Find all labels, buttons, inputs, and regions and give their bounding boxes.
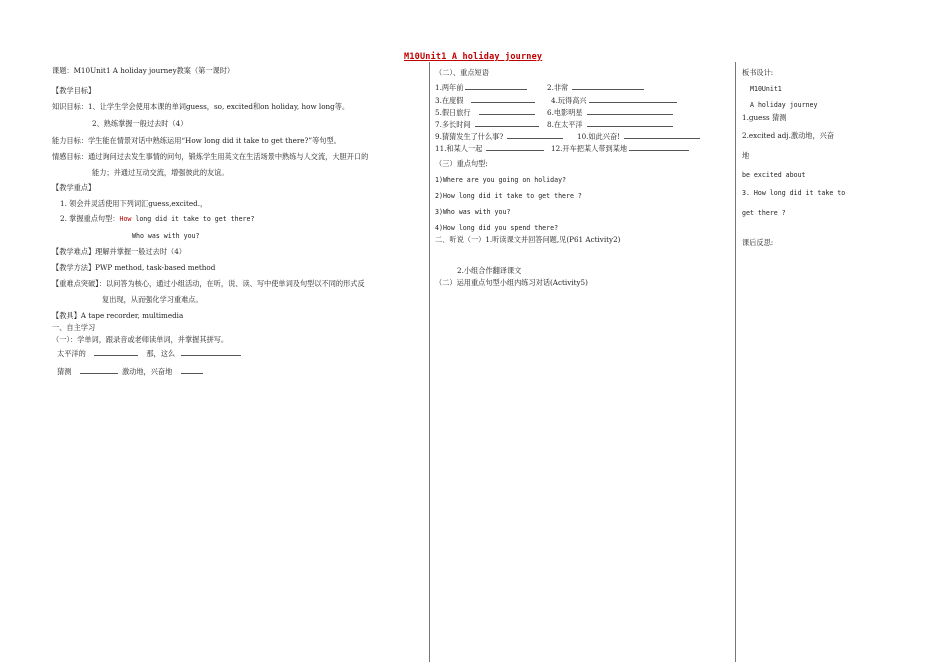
key-heading: 【教学重点】 — [52, 183, 96, 192]
board-item-3: 3. How long did it take to — [742, 189, 846, 197]
key-point-2 — [60, 214, 254, 224]
vocab-guess: 猜测 — [57, 367, 72, 376]
blank — [471, 95, 535, 103]
method: 【教学方法】PWP method, task-based method — [52, 263, 216, 272]
phrase-11: 11.和某人一起 — [435, 143, 544, 154]
blank — [181, 366, 203, 374]
column-divider-right — [735, 62, 736, 662]
board-heading: 板书设计: — [742, 68, 774, 77]
goals-heading: 【教学目标】 — [52, 86, 96, 95]
board-unit: M10Unit1 — [750, 85, 782, 93]
phrase-10: 10.如此兴奋! — [577, 131, 700, 142]
column-divider-left — [429, 62, 430, 662]
document-title: M10Unit1 A holiday journey — [404, 52, 543, 62]
sentence-1: 1)Where are you going on holiday? — [435, 176, 567, 184]
phrase-7: 7.多长时间 — [435, 119, 539, 130]
key-point-2-prefix: 2. 掌握重点句型： — [60, 214, 120, 223]
sentence-4: 4)How long did you spend there? — [435, 224, 559, 232]
key-point-2-highlight: How — [119, 215, 132, 223]
board-item-2: 2.excited adj.激动地，兴奋 — [742, 131, 835, 140]
blank — [94, 348, 138, 356]
key-point-1: 1. 领会并灵活使用下列词汇guess,excited.， — [60, 199, 208, 208]
phrase-6: 6.电影明星 — [547, 107, 673, 118]
phrase-5: 5.假日旅行 — [435, 107, 535, 118]
tools: 【教具】A tape recorder, multimedia — [52, 311, 184, 320]
phrase-8: 8.在太平洋 — [547, 119, 673, 130]
group-translation-task: 2.小组合作翻译课文 — [457, 266, 522, 275]
blank — [587, 107, 673, 115]
phrase-9: 9.猜猜发生了什么事? — [435, 131, 563, 142]
sentence-2: 2)How long did it take to get there ? — [435, 192, 582, 200]
pair-dialogue-task: （二）运用重点句型小组内练习对话(Activity5) — [435, 278, 588, 287]
blank — [181, 348, 241, 356]
vocab-instruction: （一）：学单词，跟录音或老师读单词，并掌握其拼写。 — [52, 335, 229, 344]
blank — [465, 82, 527, 90]
emotion-goal-line-1: 情感目标：通过询问过去发生事情的问句，锻炼学生用英文在生活场景中熟练与人交流，大胆开口的 — [52, 152, 369, 161]
vocab-row-2 — [57, 366, 203, 377]
sentences-heading: （三）重点句型: — [435, 159, 488, 168]
section-self-study: 一、自主学习 — [52, 323, 96, 332]
ability-goal: 能力目标：学生能在情景对话中熟练运用“How long did it take to get there?”等句型。 — [52, 136, 341, 145]
vocab-so: 那，这么 — [146, 349, 176, 358]
phrase-1: 1.两年前 — [435, 82, 527, 93]
blank — [486, 143, 544, 151]
phrase-4: 4.玩得高兴 — [551, 95, 677, 106]
board-topic: A holiday journey — [750, 101, 818, 109]
vocab-excitedly: 激动地，兴奋地 — [121, 367, 173, 376]
sentence-3: 3)Who was with you? — [435, 208, 511, 216]
board-item-2-cont: 地 — [742, 151, 750, 160]
blank — [479, 107, 535, 115]
vocab-pacific: 太平洋的 — [57, 349, 86, 358]
phrase-12: 12.开车把某人带到某地 — [551, 143, 689, 154]
breakthrough-line-2: 复出现，从而强化学习重难点。 — [102, 295, 203, 304]
phrase-2: 2.非常 — [547, 82, 644, 93]
emotion-goal-line-2: 能力；并通过互动交流，增强彼此的友谊。 — [92, 168, 229, 177]
board-item-2-phrase: be excited about — [742, 171, 806, 179]
blank — [589, 95, 677, 103]
key-point-2-rest: long did it take to get there? — [131, 215, 255, 223]
phrases-heading: （二）、重点短语 — [435, 68, 489, 77]
vocab-row-1 — [57, 348, 241, 359]
blank — [507, 131, 563, 139]
blank — [629, 143, 689, 151]
board-item-3-cont: get there ? — [742, 209, 786, 217]
key-point-3: Who was with you? — [132, 232, 200, 240]
breakthrough-line-1: 【重难点突破】：以问答为核心，通过小组活动，在听，说、读、写中使单词及句型以不同的形式反 — [52, 279, 365, 288]
phrase-3: 3.在度假 — [435, 95, 535, 106]
knowledge-goal-2: 2、熟练掌握一般过去时（4） — [92, 119, 188, 128]
blank — [587, 119, 673, 127]
knowledge-goal: 知识目标：1、让学生学会使用本课的单词guess，so, excited和on holiday, how long等。 — [52, 102, 350, 111]
listening-task: 二．听说（一）1.听读课文并回答问题,见(P61 Activity2) — [435, 235, 621, 244]
blank — [572, 82, 644, 90]
lesson-title: 课题：M10Unit1 A holiday journey教案（第一课时） — [52, 66, 235, 75]
reflection-heading: 课后反思: — [742, 238, 774, 247]
blank — [624, 131, 700, 139]
difficulty: 【教学难点】理解并掌握一般过去时（4） — [52, 247, 186, 256]
board-item-1: 1.guess 猜测 — [742, 113, 787, 122]
blank — [475, 119, 539, 127]
blank — [80, 366, 118, 374]
